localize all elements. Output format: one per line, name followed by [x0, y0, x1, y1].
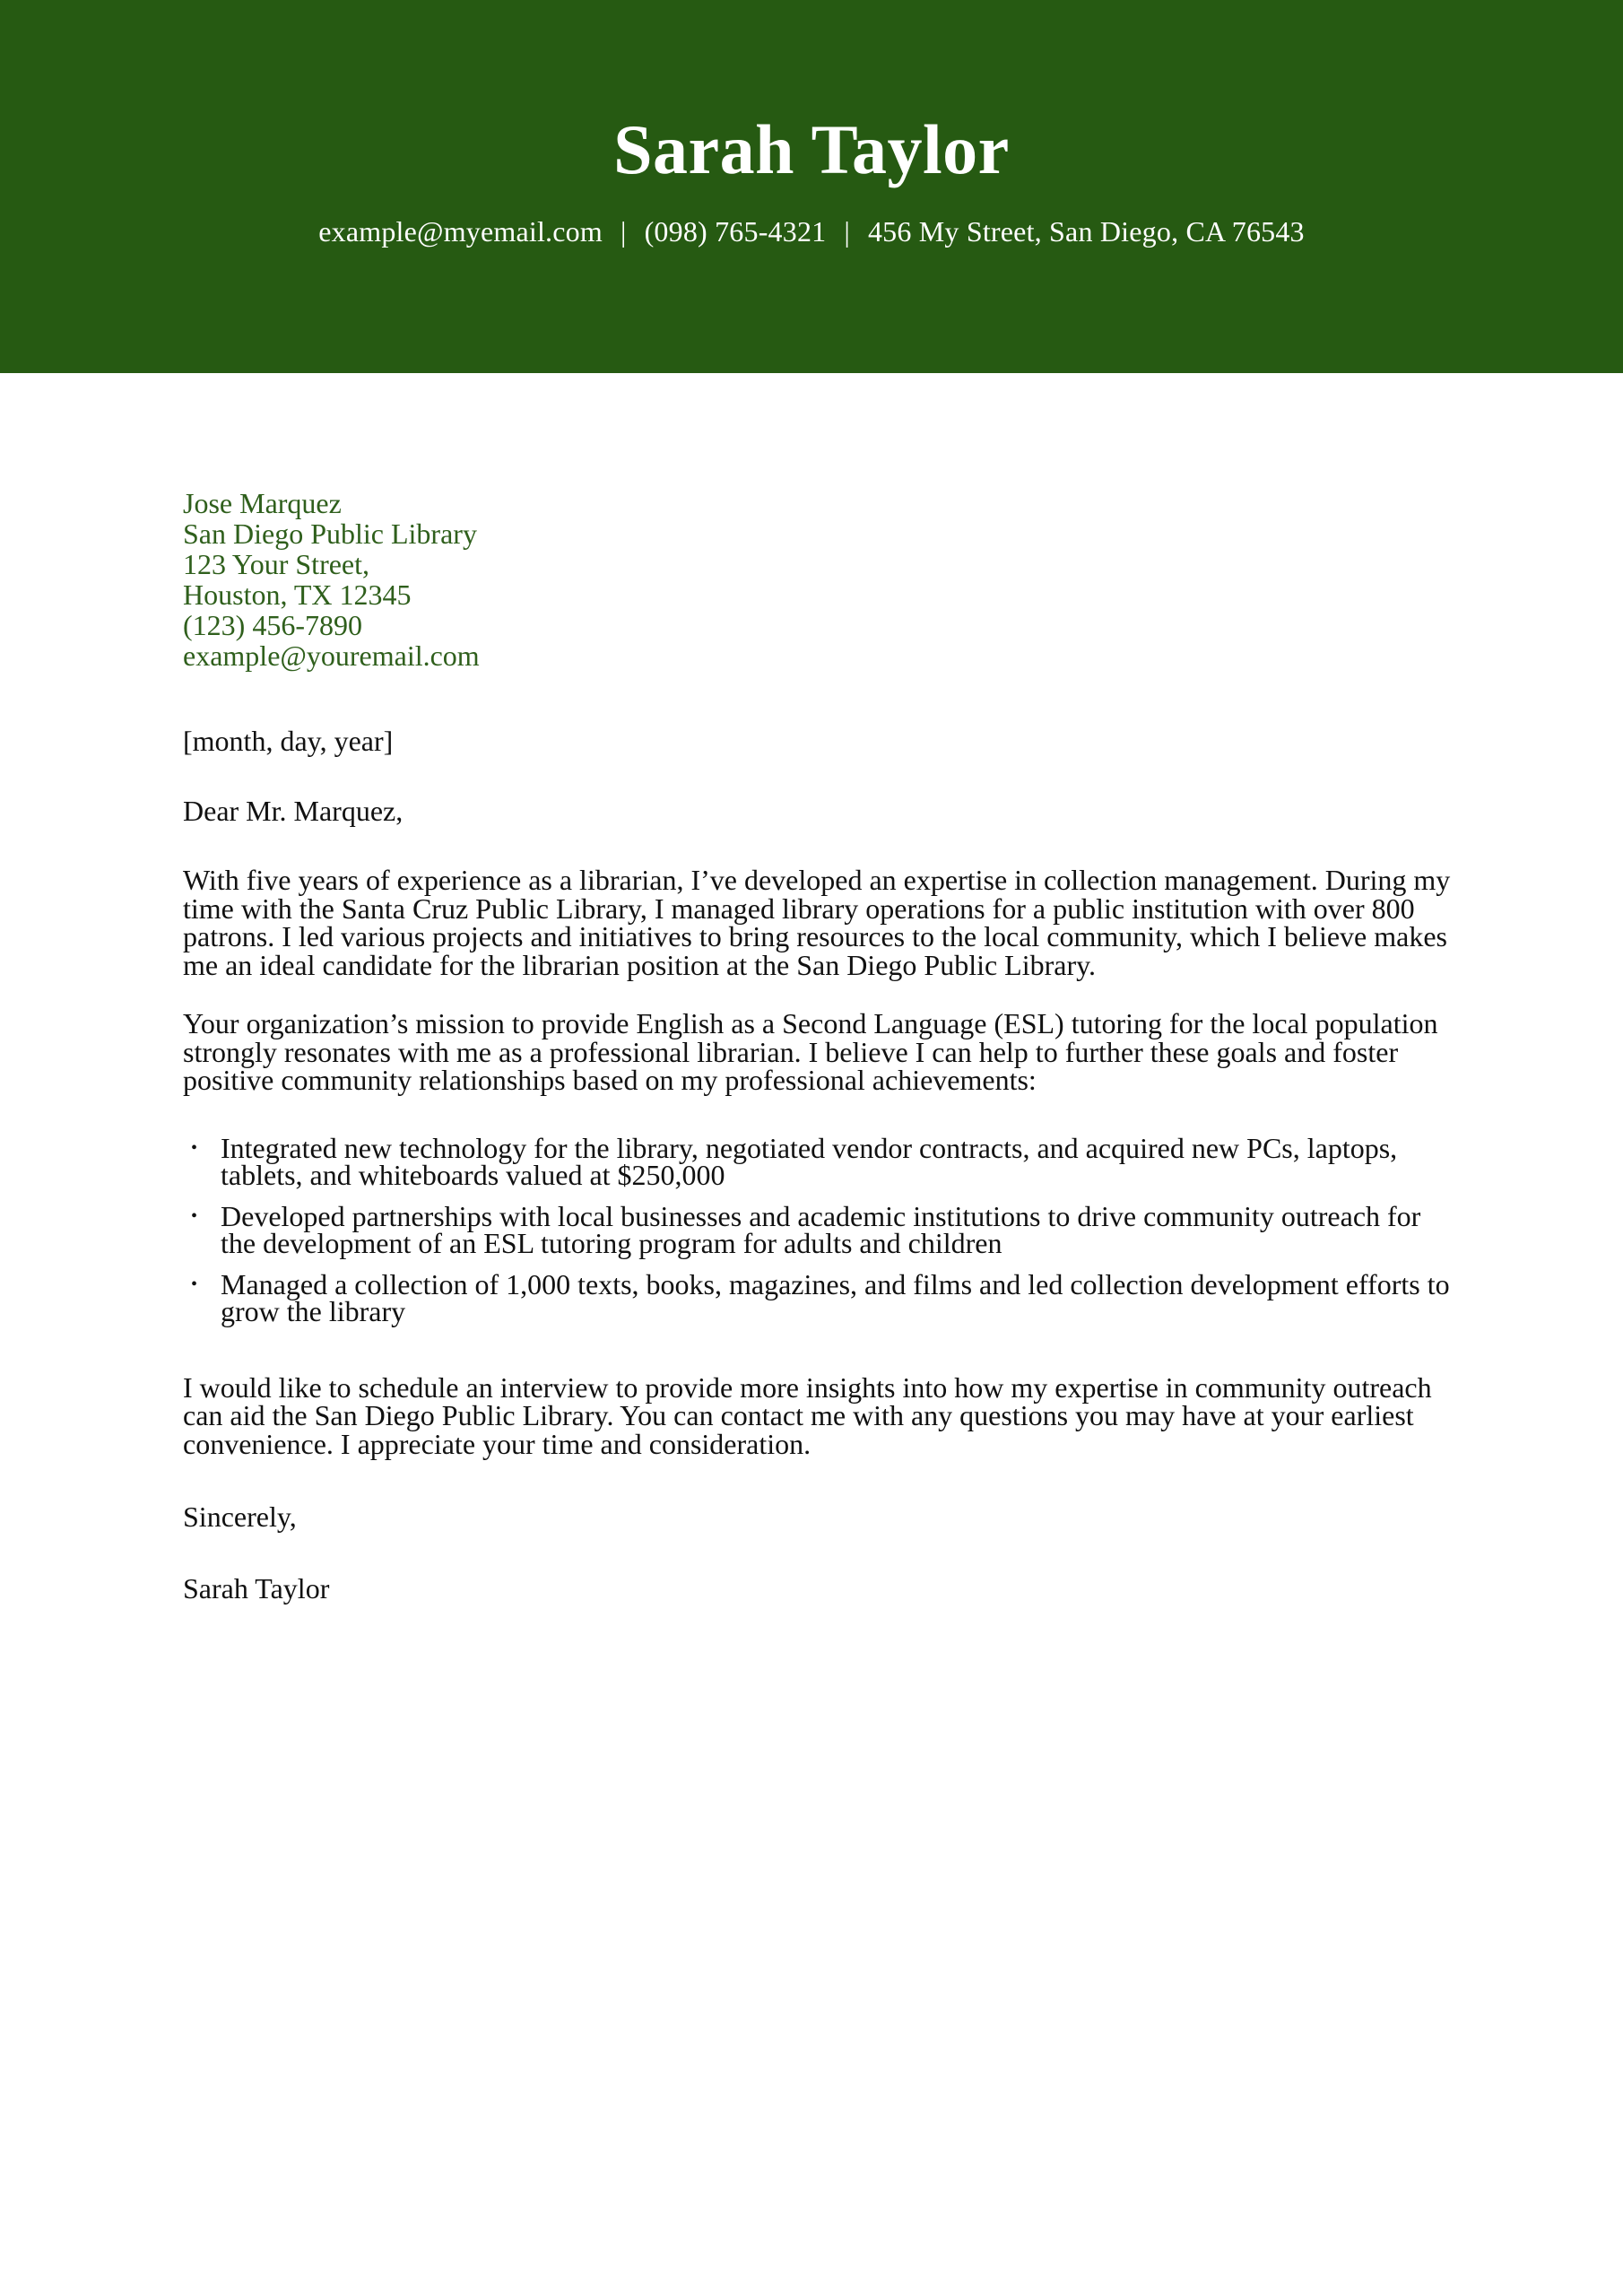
bullet-icon: •	[191, 1205, 198, 1226]
sender-email: example@myemail.com	[318, 215, 603, 248]
sender-phone: (098) 765-4321	[644, 215, 827, 248]
recipient-email: example@youremail.com	[183, 639, 480, 672]
recipient-phone: (123) 456-7890	[183, 609, 362, 641]
recipient-name: Jose Marquez	[183, 487, 342, 519]
achievement-text: Developed partnerships with local businesses and academic institutions to drive community outreach for the development of an ESL tutoring program for adults and children	[221, 1199, 1421, 1259]
signature-name: Sarah Taylor	[183, 1572, 330, 1605]
paragraph-mission: Your organization’s mission to provide English as a Second Language (ESL) tutoring for the local population strongly resonates with me as a professional librarian. I believe I can help to further these goals and foster positive community relationships based on my professional achievements:	[183, 1007, 1438, 1096]
letter-body	[183, 488, 1456, 1604]
bullet-icon: •	[191, 1274, 198, 1294]
list-item	[183, 1131, 1456, 1191]
list-item	[183, 1267, 1456, 1327]
letterhead-banner	[0, 0, 1623, 373]
bullet-icon: •	[191, 1137, 198, 1158]
sender-name: Sarah Taylor	[613, 110, 1010, 188]
letter-date: [month, day, year]	[183, 725, 394, 757]
paragraph-intro: With five years of experience as a librarian, I’ve developed an expertise in collection management. During my time with the Santa Cruz Public Library, I managed library operations for a public institution with over 800 patrons. I led various projects and initiatives to bring resources to the local community, which I believe makes me an ideal candidate for the librarian position at the San Diego Public Library.	[183, 864, 1451, 981]
recipient-organization: San Diego Public Library	[183, 517, 477, 550]
sender-address: 456 My Street, San Diego, CA 76543	[867, 215, 1305, 248]
contact-separator: |	[844, 215, 850, 248]
salutation: Dear Mr. Marquez,	[183, 795, 404, 827]
achievements-list	[183, 1131, 1456, 1327]
achievement-text: Managed a collection of 1,000 texts, books, magazines, and films and led collection development efforts to grow the library	[221, 1267, 1450, 1327]
recipient-city: Houston, TX 12345	[183, 578, 412, 611]
sender-contact-line	[0, 217, 1623, 246]
recipient-street: 123 Your Street,	[183, 548, 370, 580]
contact-separator: |	[620, 215, 627, 248]
list-item	[183, 1199, 1456, 1259]
recipient-block	[183, 488, 1456, 671]
complimentary-close: Sincerely,	[183, 1500, 297, 1533]
paragraph-closing: I would like to schedule an interview to provide more insights into how my expertise in community outreach can aid the San Diego Public Library. You can contact me with any questions you may have at your earliest convenience. I appreciate your time and consideration.	[183, 1370, 1432, 1460]
achievement-text: Integrated new technology for the library, negotiated vendor contracts, and acquired new PCs, laptops, tablets, and whiteboards valued at $250,000	[221, 1131, 1398, 1191]
